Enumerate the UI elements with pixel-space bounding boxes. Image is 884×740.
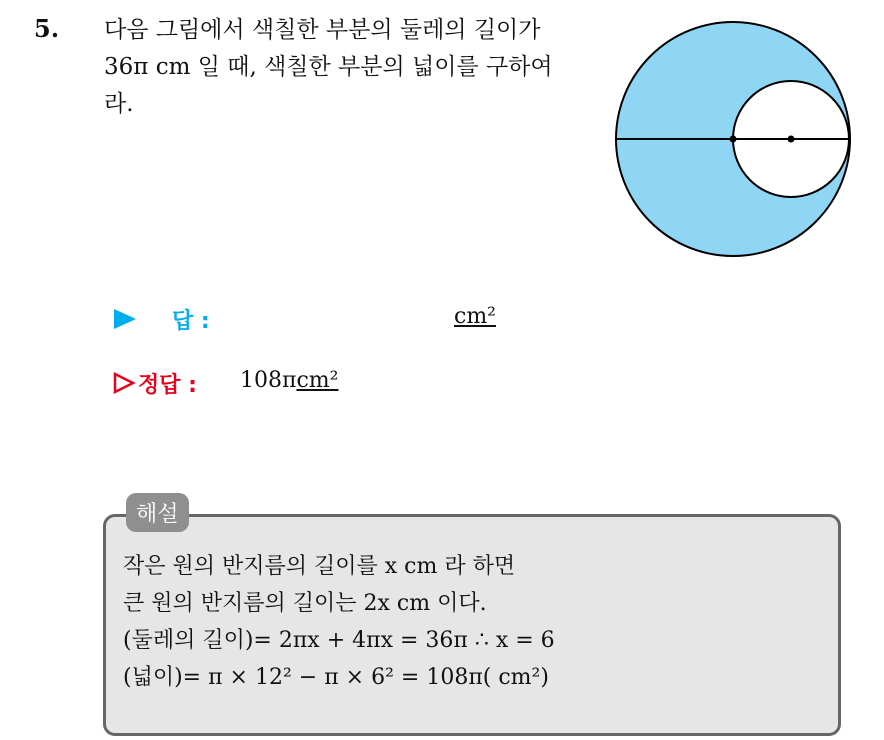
explanation-tag: 해설 [126,493,189,532]
question-text [104,12,594,123]
question-line-1: 다음 그림에서 색칠한 부분의 둘레의 길이가 [104,17,541,43]
circle-figure [610,18,856,262]
correct-answer-label: 정답 : [138,373,197,398]
answer-label: 답 : [172,309,210,334]
correct-answer-unit: cm² [296,368,339,393]
explanation-line-4: (넓이)= π × 12² − π × 6² = 108π( cm²) [123,665,549,690]
answer-unit: cm² [454,304,497,329]
explanation-line-1: 작은 원의 반지름의 길이를 x cm 라 하면 [123,554,516,579]
large-circle-center-dot [730,136,737,143]
question-line-3: 라. [104,91,134,117]
correct-answer-number: 108π [240,368,297,393]
outline-triangle-icon [112,371,136,395]
play-triangle-icon [112,307,138,331]
question-line-2: 36π cm 일 때, 색칠한 부분의 넓이를 구하여 [104,54,553,80]
explanation-line-3: (둘레의 길이)= 2πx + 4πx = 36π ∴ x = 6 [123,628,555,653]
correct-answer-value [240,368,338,393]
explanation-line-2: 큰 원의 반지름의 길이는 2x cm 이다. [123,591,487,616]
question-number: 5. [34,14,60,43]
explanation-text [123,548,555,696]
small-circle-center-dot [788,136,795,143]
